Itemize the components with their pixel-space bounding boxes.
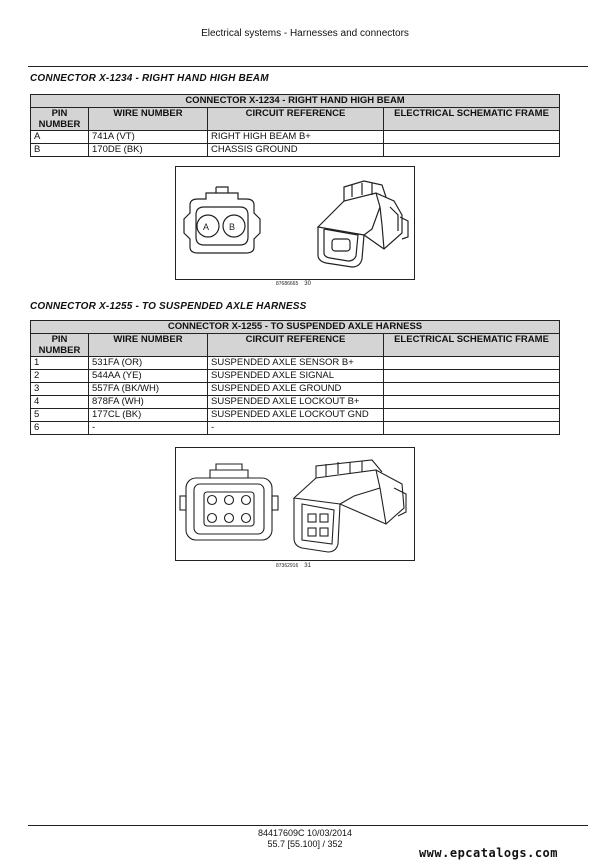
column-header-pin: PIN NUMBER — [31, 334, 89, 357]
column-header-pin: PIN NUMBER — [31, 108, 89, 131]
cell-pin: 6 — [31, 422, 89, 435]
cell-wire: 531FA (OR) — [89, 357, 208, 370]
column-header-wire: WIRE NUMBER — [89, 334, 208, 357]
cell-circuit: SUSPENDED AXLE SENSOR B+ — [208, 357, 384, 370]
table-row — [31, 357, 560, 370]
watermark: www.epcatalogs.com — [418, 846, 558, 860]
cell-circuit: - — [208, 422, 384, 435]
cell-pin: B — [31, 144, 89, 157]
cell-wire: 544AA (YE) — [89, 370, 208, 383]
section-title: CONNECTOR X-1255 - TO SUSPENDED AXLE HARNESS — [30, 301, 307, 312]
figure-code: 87362916 — [276, 563, 299, 569]
cell-frame — [384, 370, 560, 383]
cell-frame — [384, 357, 560, 370]
cell-pin: 3 — [31, 383, 89, 396]
cell-wire: 557FA (BK/WH) — [89, 383, 208, 396]
connector-table — [30, 320, 560, 435]
page-header: Electrical systems - Harnesses and connectors — [201, 28, 409, 39]
figure-number: 31 — [304, 563, 311, 569]
cell-frame — [384, 144, 560, 157]
table-row — [31, 383, 560, 396]
cell-pin: 5 — [31, 409, 89, 422]
cell-circuit: RIGHT HIGH BEAM B+ — [208, 131, 384, 144]
table-row — [31, 144, 560, 157]
cell-circuit: CHASSIS GROUND — [208, 144, 384, 157]
cell-pin: 4 — [31, 396, 89, 409]
cell-frame — [384, 383, 560, 396]
cell-pin: A — [31, 131, 89, 144]
cell-wire: 177CL (BK) — [89, 409, 208, 422]
figure-caption — [276, 281, 311, 287]
connector-table — [30, 94, 560, 157]
cell-frame — [384, 131, 560, 144]
pin-label-a: A — [203, 222, 210, 232]
table-caption: CONNECTOR X-1255 - TO SUSPENDED AXLE HARNESS — [31, 321, 560, 334]
column-header-frame: ELECTRICAL SCHEMATIC FRAME — [384, 108, 560, 131]
footer-doc-id: 84417609C 10/03/2014 — [257, 828, 353, 838]
table-row — [31, 422, 560, 435]
header-rule — [28, 66, 588, 67]
cell-circuit: SUSPENDED AXLE LOCKOUT GND — [208, 409, 384, 422]
cell-wire: 170DE (BK) — [89, 144, 208, 157]
cell-pin: 2 — [31, 370, 89, 383]
cell-circuit: SUSPENDED AXLE LOCKOUT B+ — [208, 396, 384, 409]
cell-circuit: SUSPENDED AXLE GROUND — [208, 383, 384, 396]
table-row — [31, 131, 560, 144]
table-caption: CONNECTOR X-1234 - RIGHT HAND HIGH BEAM — [31, 95, 560, 108]
table-row — [31, 396, 560, 409]
column-header-circuit: CIRCUIT REFERENCE — [208, 334, 384, 357]
cell-frame — [384, 409, 560, 422]
cell-circuit: SUSPENDED AXLE SIGNAL — [208, 370, 384, 383]
connector-figure-x1255 — [175, 447, 415, 561]
footer-page-ref: 55.7 [55.100] / 352 — [267, 839, 343, 849]
column-header-frame: ELECTRICAL SCHEMATIC FRAME — [384, 334, 560, 357]
column-header-circuit: CIRCUIT REFERENCE — [208, 108, 384, 131]
section-title: CONNECTOR X-1234 - RIGHT HAND HIGH BEAM — [30, 73, 269, 84]
table-row — [31, 409, 560, 422]
cell-pin: 1 — [31, 357, 89, 370]
figure-caption — [276, 563, 311, 569]
column-header-wire: WIRE NUMBER — [89, 108, 208, 131]
footer-rule — [28, 825, 588, 826]
table-row — [31, 370, 560, 383]
figure-number: 30 — [304, 281, 311, 287]
connector-drawing — [176, 167, 414, 279]
figure-code: 87686665 — [276, 281, 299, 287]
connector-drawing — [176, 448, 414, 560]
cell-wire: - — [89, 422, 208, 435]
cell-frame — [384, 422, 560, 435]
cell-wire: 878FA (WH) — [89, 396, 208, 409]
cell-frame — [384, 396, 560, 409]
connector-figure-x1234 — [175, 166, 415, 280]
pin-label-b: B — [229, 222, 236, 232]
cell-wire: 741A (VT) — [89, 131, 208, 144]
